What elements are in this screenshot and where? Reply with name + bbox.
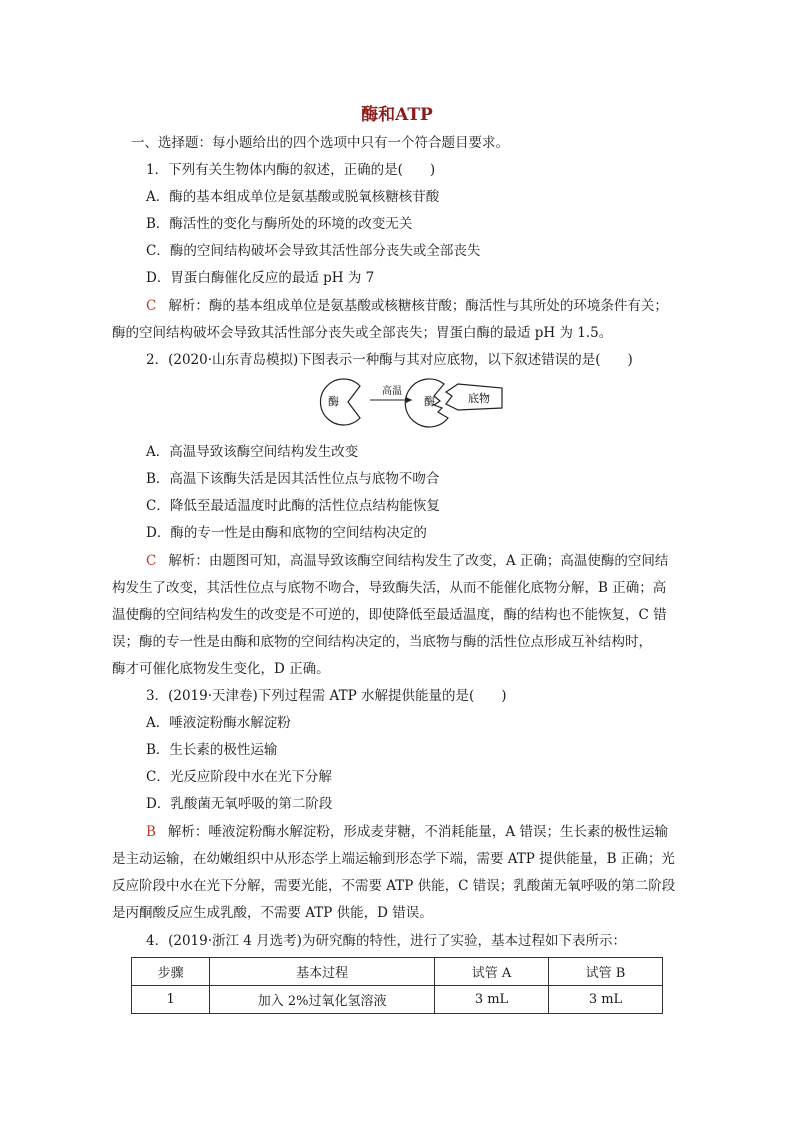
enzyme-label: 酶: [424, 395, 435, 408]
q4-stem: 4．(2019·浙江 4 月选考)为研究酶的特性，进行了实验，基本过程如下表所示：: [146, 933, 626, 949]
q2-explanation-line: C 解析：由题图可知，高温导致该酶空间结构发生了改变，A 正确；高温使酶的空间结: [146, 553, 669, 569]
q1-explanation-line: C 解析：酶的基本组成单位是氨基酸或核糖核苷酸；酶活性与其所处的环境条件有关；: [146, 298, 668, 314]
q1-explanation-line: 酶的空间结构破坏会导致其活性部分丧失或全部丧失；胃蛋白酶的最适 pH 为 1.5。: [112, 325, 613, 341]
table-header-cell: 试管 B: [549, 958, 663, 986]
q2-option-b: B．高温下该酶失活是因其活性位点与底物不吻合: [146, 471, 440, 487]
q3-explanation-line: B 解析：唾液淀粉酶水解淀粉，形成麦芽糖，不消耗能量，A 错误；生长素的极性运输: [146, 824, 668, 840]
q1-option-b: B．酶活性的变化与酶所处的环境的改变无关: [146, 216, 413, 232]
arrow-label: 高温: [382, 386, 402, 397]
q1-option-c: C．酶的空间结构破坏会导致其活性部分丧失或全部丧失: [146, 243, 481, 259]
q1-option-d: D．胃蛋白酶催化反应的最适 pH 为 7: [146, 270, 375, 286]
page-title: 酶和ATP: [361, 105, 433, 125]
q3-option-c: C．光反应阶段中水在光下分解: [146, 769, 332, 785]
q3-stem: 3．(2019·天津卷)下列过程需 ATP 水解提供能量的是( ): [146, 688, 507, 704]
enzyme-label: 酶: [328, 395, 339, 408]
q3-answer: B: [146, 824, 156, 840]
enzyme-substrate-diagram: [318, 372, 506, 432]
table-header-cell: 步骤: [132, 958, 210, 986]
q2-option-a: A．高温导致该酶空间结构发生改变: [146, 444, 359, 460]
q2-explanation-line: 酶才可催化底物发生变化，D 正确。: [112, 661, 330, 677]
table-cell: 3 mL: [435, 986, 549, 1014]
q2-explanation-line: 温使酶的空间结构发生的改变是不可逆的，即使降低至最适温度，酶的结构也不能恢复，C 错: [112, 607, 667, 623]
q2-option-c: C．降低至最适温度时此酶的活性位点结构能恢复: [146, 498, 440, 514]
table-cell: 1: [132, 986, 210, 1014]
q2-stem: 2．(2020·山东青岛模拟)下图表示一种酶与其对应底物，以下叙述错误的是( ): [146, 352, 633, 368]
arrow-head: [406, 397, 412, 403]
q3-option-a: A．唾液淀粉酶水解淀粉: [146, 715, 291, 731]
table-header-cell: 基本过程: [210, 958, 435, 986]
substrate-label: 底物: [468, 392, 490, 405]
table-header-row: [132, 958, 663, 986]
q3-option-b: B．生长素的极性运输: [146, 742, 278, 758]
enzyme-shape: [320, 379, 360, 425]
q3-explanation-line: 是主动运输，在幼嫩组织中从形态学上端运输到形态学下端，需要 ATP 提供能量，B 正确；光: [112, 851, 675, 867]
table-header-cell: 试管 A: [435, 958, 549, 986]
q2-answer: C: [146, 553, 157, 569]
q3-explanation-line: 反应阶段中水在光下分解，需要光能，不需要 ATP 供能，C 错误；乳酸菌无氧呼吸的第二阶段: [112, 878, 676, 894]
table-cell: 加入 2%过氧化氢溶液: [210, 986, 435, 1014]
section-heading: 一、选择题：每小题给出的四个选项中只有一个符合题目要求。: [131, 135, 509, 151]
q2-explanation-line: 误；酶的专一性是由酶和底物的空间结构决定的，当底物与酶的活性位点形成互补结构时，: [112, 634, 652, 650]
q1-option-a: A．酶的基本组成单位是氨基酸或脱氧核糖核苷酸: [146, 189, 440, 205]
q3-option-d: D．乳酸菌无氧呼吸的第二阶段: [146, 796, 333, 812]
q2-option-d: D．酶的专一性是由酶和底物的空间结构决定的: [146, 525, 427, 541]
table-cell: 3 mL: [549, 986, 663, 1014]
q1-stem: 1．下列有关生物体内酶的叙述，正确的是( ): [146, 162, 436, 178]
q1-answer: C: [146, 298, 157, 314]
q4-table: [131, 957, 663, 1014]
q3-explanation-line: 是丙酮酸反应生成乳酸，不需要 ATP 供能，D 错误。: [112, 905, 433, 921]
table-row: [132, 986, 663, 1014]
q2-explanation-line: 构发生了改变，其活性位点与底物不吻合，导致酶失活，从而不能催化底物分解，B 正确；高: [112, 580, 667, 596]
